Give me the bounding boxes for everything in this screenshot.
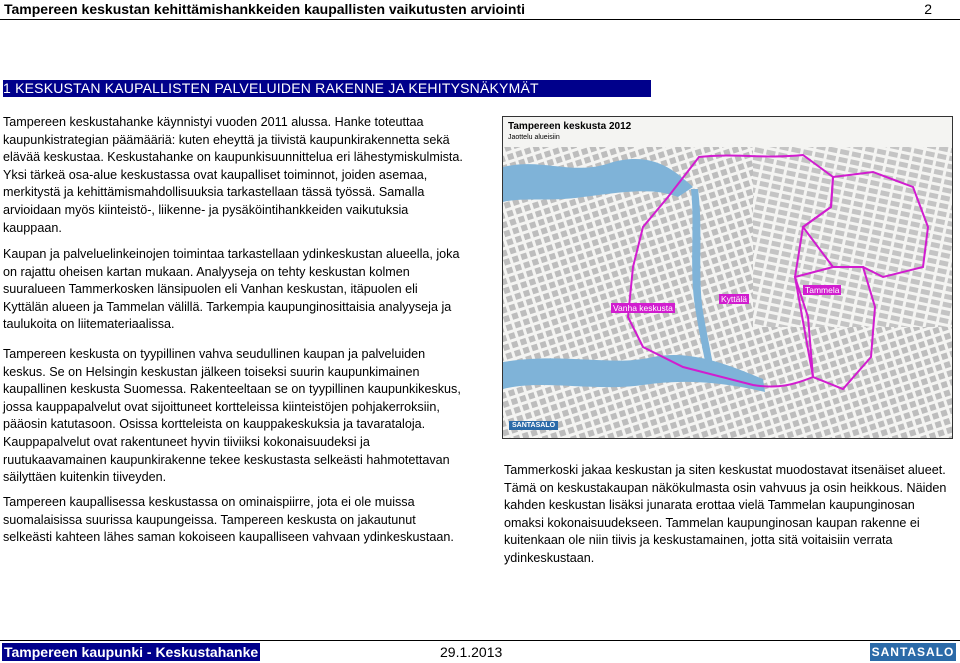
city-center-map <box>502 116 953 439</box>
santasalo-logo: SANTASALO <box>871 645 955 659</box>
paragraph-tammerkoski: Tammerkoski jakaa keskustan ja siten keskustat muodostavat itsenäiset alueet. Tämä on keskustakaupan näkökulmasta osin vahvuus ja osin heikkous. Näiden kahden keskustan lisäksi junarata erottaa vielä Tammelan kaupunginosan omaksi kokonaisuudekseen. Tammelan kaupunginosan kaupan rakenne ei kuitenkaan ole niin tiivis ja keskustamainen, jotta sitä voitaisiin verrata ydinkeskustaan. <box>504 463 947 565</box>
map-logo: SANTASALO <box>509 421 558 430</box>
map-title: Tampereen keskusta 2012 <box>508 121 632 132</box>
map-subtitle: Jaottelu alueisiin <box>508 134 560 141</box>
header-rule <box>0 19 960 20</box>
page-header <box>0 0 960 20</box>
section-heading: 1 KESKUSTAN KAUPALLISTEN PALVELUIDEN RAKENNE JA KEHITYSNÄKYMÄT <box>3 80 651 97</box>
header-title: Tampereen keskustan kehittämishankkeiden kaupallisten vaikutusten arviointi <box>4 1 526 17</box>
page-number: 2 <box>924 1 932 17</box>
paragraph-feature: Tampereen kaupallisessa keskustassa on ominaispiirre, jota ei ole muissa suomalaisissa suurissa kaupungeissa. Tampereen keskusta on jakautunut selkeästi kahteen lähes saman kokoiseen kaupalliseen vahvaan ydinkeskustaan. <box>3 495 454 545</box>
label-vanha-keskusta: Vanha keskusta <box>613 303 673 313</box>
footer-date: 29.1.2013 <box>440 644 503 660</box>
paragraph-center: Tampereen keskusta on tyypillinen vahva seudullinen kaupan ja palveluiden keskus. Se on Helsingin keskustan jälkeen toiseksi suurin kaupunkimainen kaupallinen keskusta Suomessa. Rakenteeltaan se on tyypillinen kaupunkikeskus, jossa kauppapalvelut ovat sijoittuneet kortteleissa kiinteistöjen pohjakerroksiin, pääosin katutasoon. Osissa kortteleista on kauppakeskuksia ja tavarataloja. Kauppapalvelut ovat rakentuneet hyvin tiiviiksi kokonaisuudeksi ja ruutukaavamainen kaupunkirakenne tekee keskustasta selkeästi hahmotettavan säilyttäen kuitenkin tiiveyden. <box>3 347 461 485</box>
map-graphic <box>503 117 952 438</box>
label-tammela: Tammela <box>805 285 840 295</box>
footer-rule <box>0 640 960 641</box>
label-kyttala: Kyttälä <box>721 294 747 304</box>
footer-organisation: Tampereen kaupunki - Keskustahanke <box>4 644 259 660</box>
paragraph-intro: Tampereen keskustahanke käynnistyi vuoden 2011 alussa. Hanke toteuttaa kaupunkistrategian päämääriä: kuten eheyttä ja tiivistä kaupunkirakennetta sekä elävää keskustaa. Keskustahanke on kaupunkisuunnittelua eri lähestymiskulmista. Yksi tärkeä osa-alue keskustassa ovat kaupalliset toiminnot, joiden asemaa, merkitystä ja kehittämismahdollisuuksia tarkastellaan tässä työssä. Samalla arvioidaan myös kiinteistö-, liikenne- ja pysäköintihankkeiden vaikutuksia kauppaan. <box>3 115 463 235</box>
paragraph-scope: Kaupan ja palveluelinkeinojen toimintaa tarkastellaan ydinkeskustan alueella, joka on rajattu oheisen kartan mukaan. Analyyseja on tehty keskustan kolmen suuralueen Tammerkosken länsipuolen eli Vanhan keskustan, itäpuolen eli Kyttälän alueen ja Tammelan välillä. Tarkempia kaupunginosittaisia analyyseja ja taulukoita on liitemateriaalissa. <box>3 247 460 332</box>
